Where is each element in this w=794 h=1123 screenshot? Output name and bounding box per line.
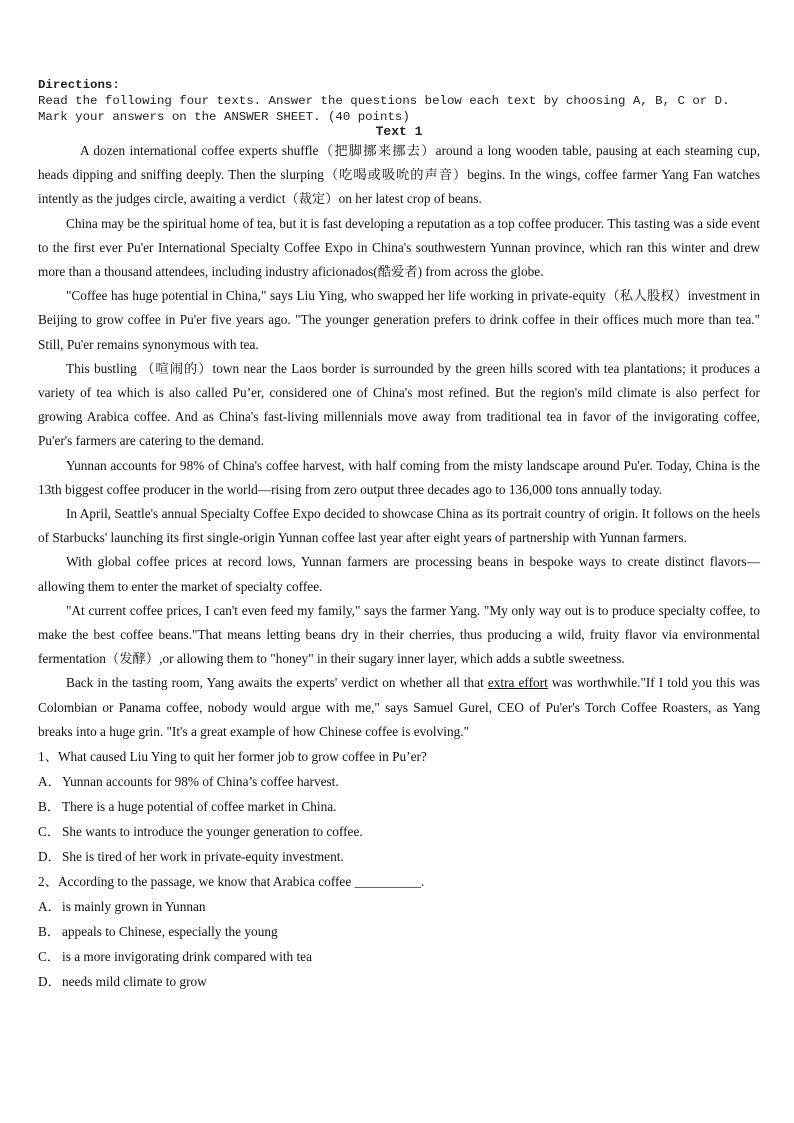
question-text: What caused Liu Ying to quit her former job to grow coffee in Pu’er?: [57, 749, 427, 765]
question-stem: [38, 869, 760, 894]
option-text: needs mild climate to grow: [62, 974, 207, 990]
directions-title: Directions:: [38, 78, 120, 92]
text-segment: Back in the tasting room, Yang awaits the experts' verdict on whether all that: [66, 675, 488, 691]
option-a[interactable]: [38, 894, 760, 919]
underlined-phrase: extra effort: [487, 675, 548, 691]
option-letter: B．: [38, 924, 61, 940]
option-b[interactable]: [38, 919, 760, 944]
passage-paragraph: In April, Seattle's annual Specialty Coffee Expo decided to showcase China as its portrait country of origin. It follows on the heels of Starbucks' launching its first single-origin Yunnan coffee last year after eight years of partnership with Yunnan farmers.: [38, 506, 760, 546]
question-number: 2、: [38, 874, 58, 890]
passage-paragraph: A dozen international coffee experts shuffle（把脚挪来挪去）around a long wooden table, pausing at each steaming cup, heads dipping and sniffing deeply. Then the slurping（吃喝或吸吮的声音）begins. In the wings, coffee farmer Yang Fan watches intently as the judges circle, awaiting a verdict（裁定）on her latest crop of beans.: [38, 143, 760, 207]
question-1: [38, 744, 760, 869]
question-stem: [38, 744, 760, 769]
exam-page: [38, 77, 760, 994]
passage-paragraph: With global coffee prices at record lows, Yunnan farmers are processing beans in bespoke ways to create distinct flavors—allowing them to enter the market of specialty coffee.: [38, 554, 760, 594]
option-letter: A．: [38, 774, 61, 790]
option-text: There is a huge potential of coffee market in China.: [62, 799, 337, 815]
option-letter: B．: [38, 799, 61, 815]
question-2: [38, 869, 760, 994]
passage-paragraph: "Coffee has huge potential in China," says Liu Ying, who swapped her life working in private-equity（私人股权）investment in Beijing to grow coffee in Pu'er five years ago. "The younger generation prefers to drink coffee in their offices much more than tea." Still, Pu'er remains synonymous with tea.: [38, 288, 760, 352]
passage-paragraph-last: [38, 671, 760, 744]
directions-instruction: Read the following four texts. Answer the questions below each text by choosing A, B, C or D. Mark your answers on the ANSWER SHEET. (40 points): [38, 94, 730, 124]
passage-paragraph: "At current coffee prices, I can't even feed my family," says the farmer Yang. "My only way out is to produce specialty coffee, to make the best coffee beans."That means letting beans dry in their cherries, thus producing a wild, fruity flavor via environmental fermentation（发酵）,or allowing them to "honey" in their sugary inner layer, which adds a subtle sweetness.: [38, 602, 760, 667]
question-number: 1、: [38, 749, 58, 765]
text-title: Text 1: [375, 124, 423, 139]
option-d[interactable]: [38, 969, 760, 994]
option-letter: C．: [38, 949, 61, 965]
passage-paragraph: China may be the spiritual home of tea, but it is fast developing a reputation as a top coffee producer. This tasting was a side event to the first ever Pu'er International Specialty Coffee Expo in China's southwestern Yunnan province, which ran this winter and drew more than a thousand attendees, including industry aficionados(酷爱者) from across the globe.: [38, 215, 760, 280]
passage-paragraph: This bustling （喧闹的）town near the Laos border is surrounded by the green hills scored with tea plantations; it produces a variety of tea which is also called Pu’er, considered one of China's most refined. But the region's mild climate is also perfect for growing Arabica coffee. And as China's fast-living millennials move away from traditional tea in favor of the invigorating coffee, Pu'er's farmers are catering to the demand.: [38, 360, 760, 449]
option-b[interactable]: [38, 794, 760, 819]
option-text: She wants to introduce the younger generation to coffee.: [62, 824, 363, 840]
option-letter: C．: [38, 824, 61, 840]
option-text: appeals to Chinese, especially the young: [62, 924, 278, 940]
option-letter: D．: [38, 849, 61, 865]
option-letter: A．: [38, 899, 61, 915]
option-c[interactable]: [38, 944, 760, 969]
option-text: She is tired of her work in private-equity investment.: [62, 849, 344, 865]
option-text: is mainly grown in Yunnan: [62, 899, 206, 915]
text-segment: was worthwhile."If I told you this was Colombian or Panama coffee, nobody would argue with me," says Samuel Gurel, CEO of Pu'er's Torch Coffee Roasters, as Yang breaks into a huge grin. "It's a great example of how Chinese coffee is evolving.": [38, 675, 760, 739]
option-c[interactable]: [38, 819, 760, 844]
option-text: is a more invigorating drink compared with tea: [62, 949, 312, 965]
passage: [38, 139, 760, 744]
option-text: Yunnan accounts for 98% of China’s coffee harvest.: [62, 774, 339, 790]
option-d[interactable]: [38, 844, 760, 869]
question-text: According to the passage, we know that Arabica coffee __________.: [57, 874, 425, 890]
option-a[interactable]: [38, 769, 760, 794]
passage-paragraph: Yunnan accounts for 98% of China's coffee harvest, with half coming from the misty landscape around Pu'er. Today, China is the 13th biggest coffee producer in the world—rising from zero output three decades ago to 136,000 tons annually today.: [38, 457, 760, 497]
option-letter: D．: [38, 974, 61, 990]
